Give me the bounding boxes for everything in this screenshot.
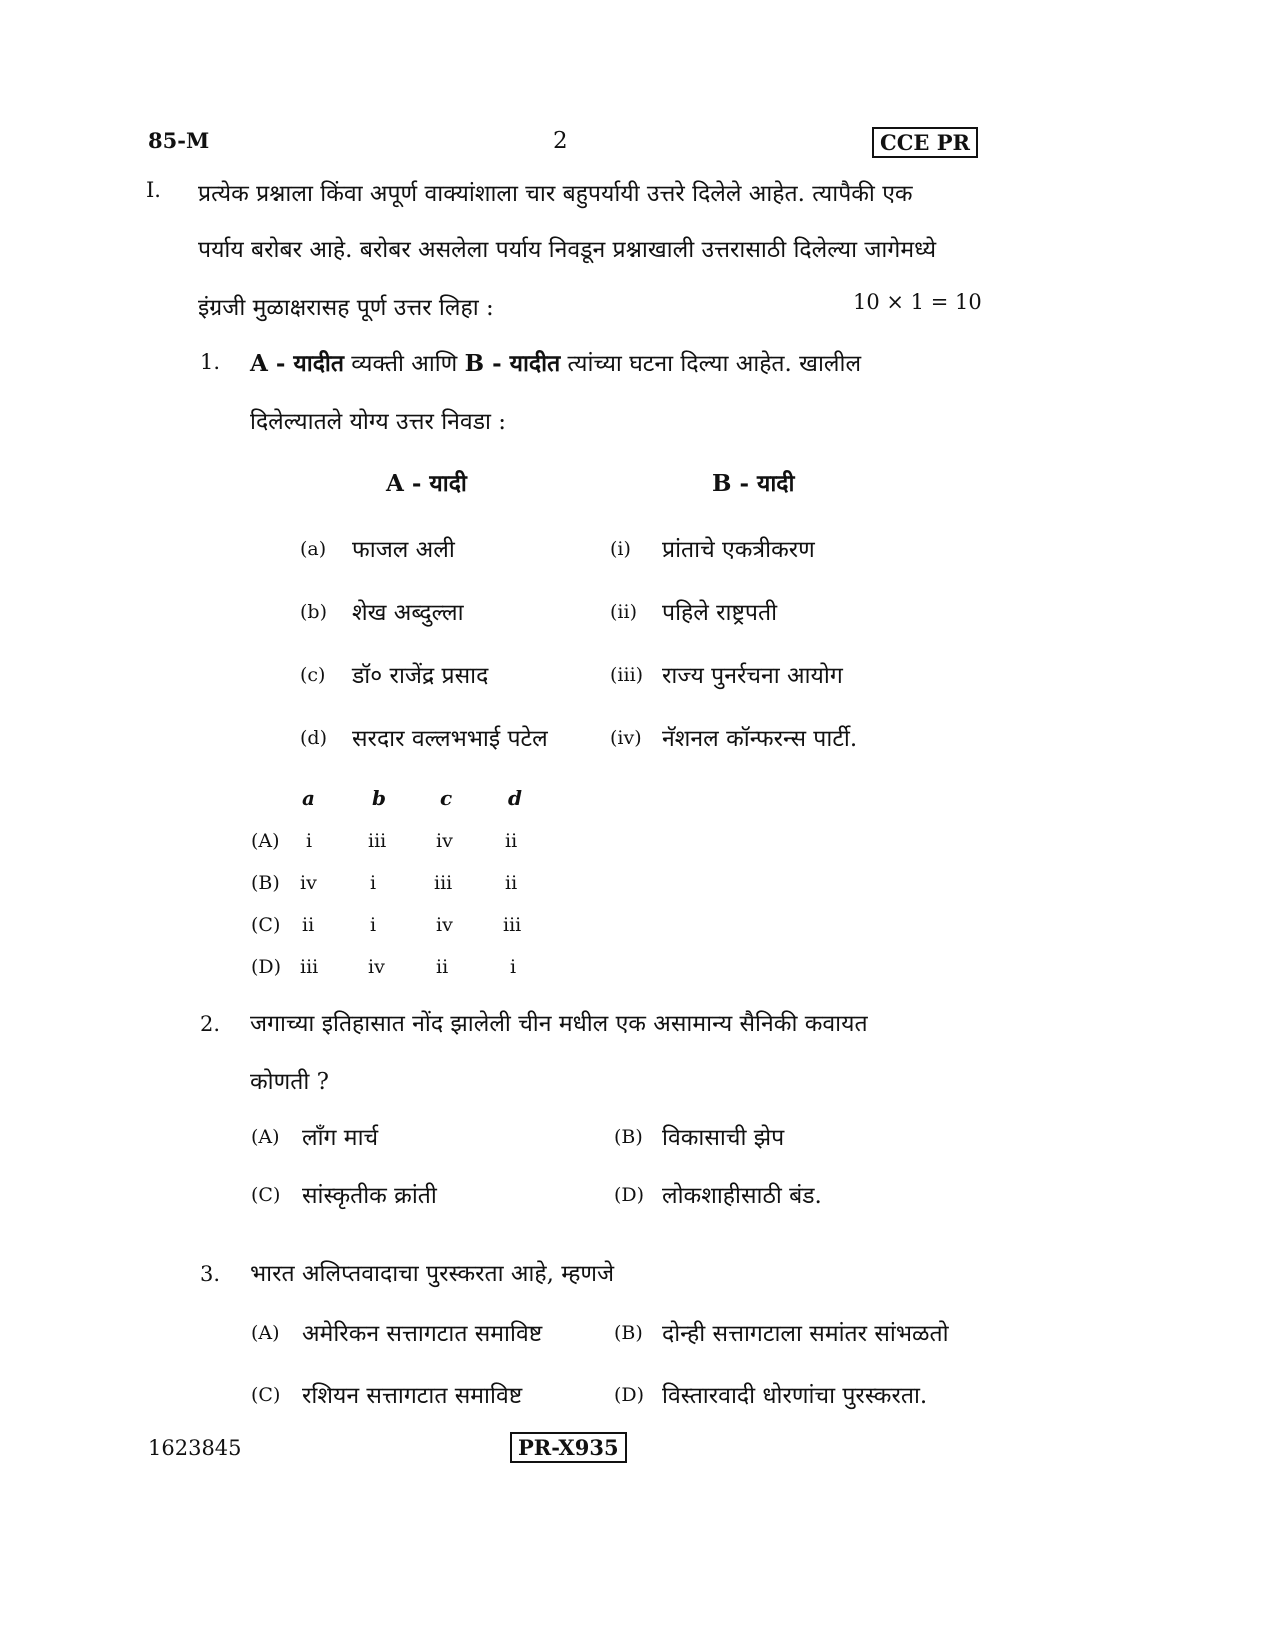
pair-a-text: शेख अब्दुल्ला <box>352 600 464 626</box>
pair-b-key: (i) <box>610 538 631 560</box>
grid-cell: i <box>306 830 313 852</box>
grid-cell: iv <box>368 956 385 978</box>
pair-a-key: (a) <box>300 538 327 560</box>
q2-option-text: विकासाची झेप <box>662 1125 785 1151</box>
section-instruction-line-1: प्रत्येक प्रश्नाला किंवा अपूर्ण वाक्यांशाला चार बहुपर्यायी उत्तरे दिलेले आहेत. त्यापैकी एक <box>198 181 913 207</box>
option-key: (D) <box>251 956 282 978</box>
q3-option-key: (B) <box>614 1322 643 1344</box>
list-a-heading: A - यादी <box>386 470 467 497</box>
pair-a-text: डॉ० राजेंद्र प्रसाद <box>352 663 489 689</box>
grid-cell: ii <box>505 872 518 894</box>
q3-option-key: (C) <box>251 1384 281 1406</box>
grid-cell: iii <box>503 914 522 936</box>
grid-header: c <box>440 786 453 810</box>
grid-cell: iii <box>300 956 319 978</box>
list-b-heading: B - यादी <box>712 470 795 497</box>
q1-line-2: दिलेल्यातले योग्य उत्तर निवडा : <box>250 409 507 435</box>
q2-option-text: लोकशाहीसाठी बंड. <box>662 1183 822 1209</box>
option-key: (C) <box>251 914 281 936</box>
grid-cell: iii <box>434 872 453 894</box>
q1-list-a-ref: A - यादीत <box>250 350 344 377</box>
q2-line-1: जगाच्या इतिहासात नोंद झालेली चीन मधील एक असामान्य सैनिकी कवायत <box>250 1011 868 1037</box>
q3-option-text: दोन्ही सत्तागटाला समांतर सांभळतो <box>662 1321 949 1347</box>
q1-list-b-ref: B - यादीत <box>464 350 561 377</box>
page-number: 2 <box>553 128 568 154</box>
q3-option-text: अमेरिकन सत्तागटात समाविष्ट <box>302 1321 543 1347</box>
grid-cell: ii <box>505 830 518 852</box>
q2-line-2: कोणती ? <box>250 1069 329 1095</box>
section-instruction-line-2: पर्याय बरोबर आहे. बरोबर असलेला पर्याय निवडून प्रश्नाखाली उत्तरासाठी दिलेल्या जागेमध्ये <box>198 237 937 263</box>
pair-b-text: पहिले राष्ट्रपती <box>662 600 778 626</box>
grid-cell: iv <box>436 830 453 852</box>
pair-b-key: (iii) <box>610 664 644 686</box>
pair-b-text: प्रांताचे एकत्रीकरण <box>662 537 815 563</box>
q2-option-text: लाँग मार्च <box>302 1125 379 1151</box>
pair-a-key: (b) <box>300 601 327 623</box>
option-key: (A) <box>251 830 280 852</box>
pair-a-key: (d) <box>300 727 327 749</box>
q3-option-text: विस्तारवादी धोरणांचा पुरस्करता. <box>662 1383 928 1409</box>
grid-cell: i <box>370 872 377 894</box>
q2-number: 2. <box>200 1012 221 1036</box>
grid-cell: iii <box>368 830 387 852</box>
grid-cell: iv <box>300 872 317 894</box>
grid-header: b <box>372 786 386 810</box>
pair-b-key: (iv) <box>610 727 642 749</box>
grid-cell: i <box>370 914 377 936</box>
pair-a-text: फाजल अली <box>352 537 455 563</box>
pair-a-text: सरदार वल्लभभाई पटेल <box>352 726 548 752</box>
paper-code: 85-M <box>148 128 210 153</box>
header-badge: CCE PR <box>872 127 978 158</box>
footer-code: PR-X935 <box>510 1432 627 1463</box>
q2-option-key: (A) <box>251 1126 280 1148</box>
q2-option-key: (B) <box>614 1126 643 1148</box>
pair-b-text: नॅशनल कॉन्फरन्स पार्टी. <box>662 726 858 752</box>
q3-option-key: (D) <box>614 1384 645 1406</box>
grid-cell: i <box>510 956 517 978</box>
pair-a-key: (c) <box>300 664 326 686</box>
pair-b-text: राज्य पुनर्रचना आयोग <box>662 663 843 689</box>
section-number: I. <box>146 178 161 202</box>
q2-option-key: (D) <box>614 1184 645 1206</box>
grid-header: a <box>302 786 315 810</box>
q1-mid-text-1: व्यक्ती आणि <box>351 351 458 377</box>
q2-option-text: सांस्कृतीक क्रांती <box>302 1183 437 1209</box>
q3-number: 3. <box>200 1262 221 1286</box>
footer-number: 1623845 <box>148 1436 242 1460</box>
grid-cell: iv <box>436 914 453 936</box>
q2-option-key: (C) <box>251 1184 281 1206</box>
section-marks: 10 × 1 = 10 <box>853 290 982 314</box>
q1-mid-text-2: त्यांच्या घटना दिल्या आहेत. खालील <box>567 351 862 377</box>
pair-b-key: (ii) <box>610 601 637 623</box>
q1-number: 1. <box>200 350 221 374</box>
grid-cell: ii <box>302 914 315 936</box>
q3-line-1: भारत अलिप्तवादाचा पुरस्करता आहे, म्हणजे <box>250 1261 615 1287</box>
q1-line-1 <box>250 346 861 378</box>
option-key: (B) <box>251 872 280 894</box>
section-instruction-line-3: इंग्रजी मुळाक्षरासह पूर्ण उत्तर लिहा : <box>198 295 494 321</box>
grid-header: d <box>508 786 522 810</box>
q3-option-text: रशियन सत्तागटात समाविष्ट <box>302 1383 523 1409</box>
grid-cell: ii <box>436 956 449 978</box>
q3-option-key: (A) <box>251 1322 280 1344</box>
